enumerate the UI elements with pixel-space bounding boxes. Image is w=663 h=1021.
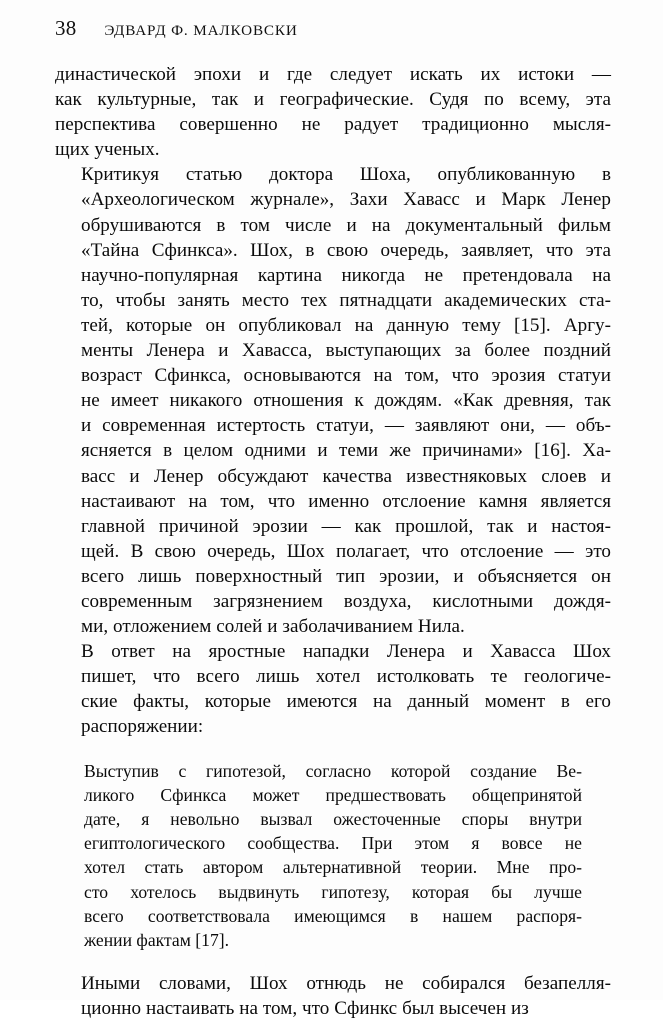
text-line: настаивают на том, что именно отслоение камня является xyxy=(81,490,611,512)
text-line: научно-популярная картина никогда не претендовала на xyxy=(81,264,611,286)
text-line: Иными словами, Шох отнюдь не собирался безапелля- xyxy=(81,973,611,995)
text-line: ми, отложением солей и заболачиванием Нила. xyxy=(81,616,465,638)
running-head-title: ЭДВАРД Ф. МАЛКОВСКИ xyxy=(104,22,298,39)
text-line: возраст Сфинкса, основываются на том, что эрозия статуи xyxy=(81,365,611,387)
text-line: ские факты, которые имеются на данный момент в его xyxy=(81,691,611,713)
text-line: распоряжении: xyxy=(81,716,204,738)
paragraph-group-before-quote xyxy=(55,62,611,740)
page-number: 38 xyxy=(55,16,77,40)
quotation-line: жении фактам [17]. xyxy=(84,929,230,950)
quotation-line: ликого Сфинкса может предшествовать общепринятой xyxy=(84,784,582,805)
running-head xyxy=(55,18,610,44)
quotation-line: хотел стать автором альтернативной теории. Мне про- xyxy=(84,857,582,878)
text-block xyxy=(55,62,611,1021)
paragraph xyxy=(55,971,611,1021)
quotation-line: дате, я невольно вызвал ожесточенные споры внутри xyxy=(84,808,582,829)
text-line: перспектива совершенно не радует традиционно мысля- xyxy=(55,114,611,136)
quotation-text xyxy=(84,759,582,953)
quotation-line: Выступив с гипотезой, согласно которой создание Ве- xyxy=(84,760,582,781)
text-line: ционно настаивать на том, что Сфинкс был высечен из xyxy=(81,998,529,1020)
text-line: обрушиваются в том числе и на документальный фильм xyxy=(81,214,611,236)
text-line: то, чтобы занять место тех пятнадцати академических ста- xyxy=(81,289,611,311)
text-line: и современная истертость статуи, — заявляют они, — объ- xyxy=(81,415,611,437)
text-line: не имеет никакого отношения к дождям. «Как древняя, так xyxy=(81,390,611,412)
paragraph-group-after-quote xyxy=(55,971,611,1021)
paragraph xyxy=(55,62,611,162)
text-line: щей. В свою очередь, Шох полагает, что отслоение — это xyxy=(81,540,611,562)
text-line: ясняется в целом одними и теми же причинами» [16]. Ха- xyxy=(81,440,611,462)
text-line: васс и Ленер обсуждают качества известняковых слоев и xyxy=(81,465,611,487)
text-line: тей, которые он опубликовал на данную тему [15]. Аргу- xyxy=(81,314,611,336)
quotation-line: египтологического сообщества. При этом я вовсе не xyxy=(84,833,582,854)
text-line: главной причиной эрозии — как прошлой, так и настоя- xyxy=(81,515,611,537)
text-line: всего лишь поверхностный тип эрозии, и объясняется он xyxy=(81,565,611,587)
text-line: современным загрязнением воздуха, кислотными дождя- xyxy=(81,590,611,612)
text-line: В ответ на яростные нападки Ленера и Хавасса Шох xyxy=(81,641,611,663)
paragraph xyxy=(55,639,611,739)
paragraph xyxy=(55,162,611,639)
text-line: пишет, что всего лишь хотел истолковать те геологиче- xyxy=(81,666,611,688)
text-line: менты Ленера и Хавасса, выступающих за более поздний xyxy=(81,340,611,362)
text-line: как культурные, так и географические. Судя по всему, эта xyxy=(55,89,611,111)
block-quotation xyxy=(55,759,582,953)
text-line: Критикуя статью доктора Шоха, опубликованную в xyxy=(81,164,611,186)
text-line: «Тайна Сфинкса». Шох, в свою очередь, заявляет, что эта xyxy=(81,239,611,261)
text-line: «Археологическом журнале», Захи Хавасс и Марк Ленер xyxy=(81,189,611,211)
quotation-line: всего соответствовала имеющимся в нашем распоря- xyxy=(84,905,582,926)
quotation-line: сто хотелось выдвинуть гипотезу, которая бы лучше xyxy=(84,881,582,902)
text-line: щих ученых. xyxy=(55,139,160,161)
text-line: династической эпохи и где следует искать их истоки — xyxy=(55,64,611,85)
